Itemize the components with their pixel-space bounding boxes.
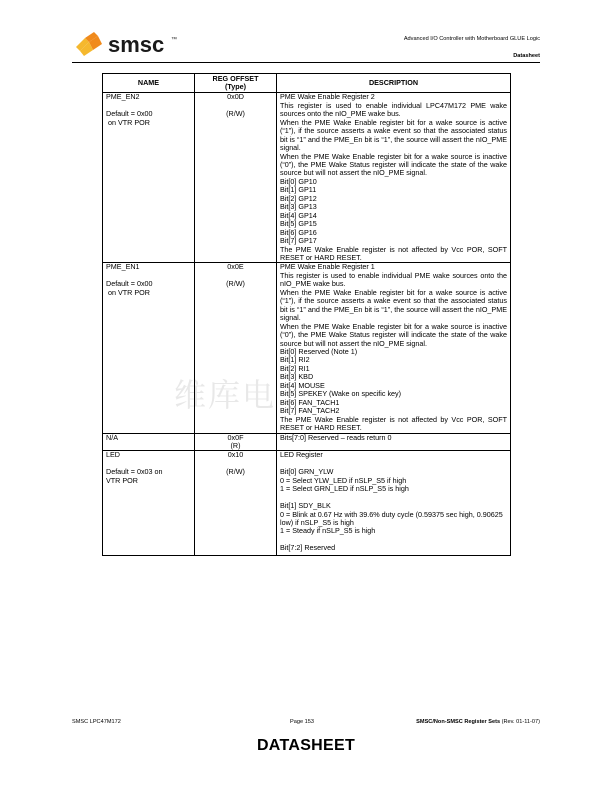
register-name: PME_EN1 — [106, 262, 140, 272]
bit-line: Bit[0] GRN_YLW — [280, 467, 334, 477]
header-divider — [72, 62, 540, 63]
description-title: PME Wake Enable Register 1 — [280, 262, 375, 272]
offset-cell — [195, 433, 277, 451]
name-cell — [103, 263, 195, 433]
bit-line: Bit[7:2] Reserved — [280, 543, 336, 553]
register-offset: 0x0F — [227, 432, 244, 442]
bit-line: Bit[6] GP16 — [280, 227, 317, 237]
footer-section-title: SMSC/Non-SMSC Register Sets — [416, 719, 501, 725]
register-type: (R) — [230, 440, 241, 450]
watermark: 维库电 — [174, 376, 277, 414]
bit-line: Bit[1] RI2 — [280, 355, 310, 365]
footer-product: SMSC LPC47M172 — [72, 719, 121, 725]
description-paragraph: When the PME Wake Enable register bit for a wake source is active (“1”), if the source asserts a wake event so that the associated status bit is “1” and the PME_En bit is “1”, the source will assert the nIO_PME signal. — [280, 117, 507, 153]
name-cell: N/A — [103, 433, 195, 451]
register-default: Default = 0x03 on — [106, 467, 163, 477]
datasheet-banner: DATASHEET — [256, 737, 356, 754]
description-closing: The PME Wake Enable register is not affected by Vcc POR, SOFT RESET or HARD RESET. — [280, 414, 507, 433]
offset-cell — [195, 451, 277, 555]
col-header-offset-type: (Type) — [224, 82, 247, 92]
bit-line: Bit[2] GP12 — [280, 193, 317, 203]
register-type: (R/W) — [226, 279, 245, 289]
logo-text: smsc — [108, 32, 165, 57]
register-type: (R/W) — [226, 109, 245, 119]
bit-line: Bit[3] KBD — [280, 372, 314, 382]
bit-line: Bit[4] MOUSE — [280, 380, 325, 390]
footer-revision: (Rev. 01-11-07) — [500, 719, 540, 725]
col-header-name: NAME — [103, 74, 195, 93]
register-name: LED — [106, 450, 120, 460]
description-title: PME Wake Enable Register 2 — [280, 92, 375, 102]
description-paragraph: When the PME Wake Enable register bit for a wake source is inactive (“0”), the PME Wake Status register will indicate the state of the wake source but will not assert the nIO_PME signal. — [280, 321, 507, 348]
col-header-description: DESCRIPTION — [277, 74, 511, 93]
description-paragraph: When the PME Wake Enable register bit for a wake source is inactive (“0”), the PME Wake Status register will indicate the state of the wake source but will not assert the nIO_PME signal. — [280, 151, 507, 178]
register-name: PME_EN2 — [106, 92, 140, 102]
table-row — [103, 433, 511, 451]
offset-cell — [195, 263, 277, 433]
bit-line: Bit[7] FAN_TACH2 — [280, 406, 340, 416]
table-row — [103, 451, 511, 555]
bit-line: Bit[3] GP13 — [280, 202, 317, 212]
bit-line: Bit[7] GP17 — [280, 236, 317, 246]
footer-section — [416, 719, 540, 725]
register-default: Default = 0x00 — [106, 279, 153, 289]
description-cell — [277, 451, 511, 555]
name-cell — [103, 451, 195, 555]
bit-line: 1 = Steady if nSLP_S5 is high — [280, 526, 376, 536]
description-paragraph: This register is used to enable individual PME wake sources onto the nIO_PME wake bus. — [280, 270, 507, 289]
table-row — [103, 93, 511, 263]
document-type: Datasheet — [513, 53, 540, 59]
logo-tm: ™ — [171, 37, 177, 43]
bit-line: Bit[1] GP11 — [280, 185, 317, 195]
name-cell — [103, 93, 195, 263]
register-offset: 0x10 — [227, 450, 244, 460]
description-cell — [277, 93, 511, 263]
bit-line: Bit[0] GP10 — [280, 176, 317, 186]
register-offset: 0x0E — [227, 262, 244, 272]
description-paragraph: This register is used to enable individual LPC47M172 PME wake sources onto the nIO_PME wake bus. — [280, 100, 507, 119]
register-type: (R/W) — [226, 467, 245, 477]
description-closing: The PME Wake Enable register is not affected by Vcc POR, SOFT RESET or HARD RESET. — [280, 244, 507, 263]
bit-line: 0 = Select YLW_LED if nSLP_S5 if high — [280, 475, 407, 485]
register-default-cond: on VTR POR — [108, 287, 150, 297]
bit-line: 1 = Select GRN_LED if nSLP_S5 is high — [280, 484, 409, 494]
description-cell: Bits[7:0] Reserved – reads return 0 — [277, 433, 511, 451]
footer-page-number: Page 153 — [290, 719, 314, 725]
bit-line: Bit[6] FAN_TACH1 — [280, 397, 340, 407]
offset-cell — [195, 93, 277, 263]
table-header-row — [103, 74, 511, 93]
register-table — [102, 73, 511, 556]
bit-line: Bit[5] SPEKEY (Wake on specific key) — [280, 389, 402, 399]
smsc-logo — [72, 30, 232, 60]
table-row — [103, 263, 511, 433]
col-header-offset — [195, 74, 277, 93]
bit-line: Bit[5] GP15 — [280, 219, 317, 229]
bit-line: Bit[2] RI1 — [280, 363, 310, 373]
register-default-cond: on VTR POR — [108, 117, 150, 127]
bit-line: 0 = Blink at 0.67 Hz with 39.6% duty cycle (0.59375 sec high, 0.90625 low) if nSLP_S5 is high — [280, 509, 503, 528]
bit-line: Bit[4] GP14 — [280, 210, 317, 220]
col-header-offset-label: REG OFFSET — [212, 74, 259, 83]
bit-line: Bit[1] SDY_BLK — [280, 501, 331, 511]
document-title: Advanced I/O Controller with Motherboard GLUE Logic — [403, 36, 540, 42]
description-paragraph: When the PME Wake Enable register bit for a wake source is active (“1”), if the source asserts a wake event so that the associated status bit is “1” and the PME_En bit is “1”, the source will assert the nIO_PME signal. — [280, 287, 507, 323]
bit-line: Bit[0] Reserved (Note 1) — [280, 347, 358, 356]
register-offset: 0x0D — [227, 92, 244, 102]
description-cell — [277, 263, 511, 433]
description-title: LED Register — [280, 450, 323, 460]
register-default-cond: VTR POR — [106, 475, 138, 485]
register-default: Default = 0x00 — [106, 109, 153, 119]
